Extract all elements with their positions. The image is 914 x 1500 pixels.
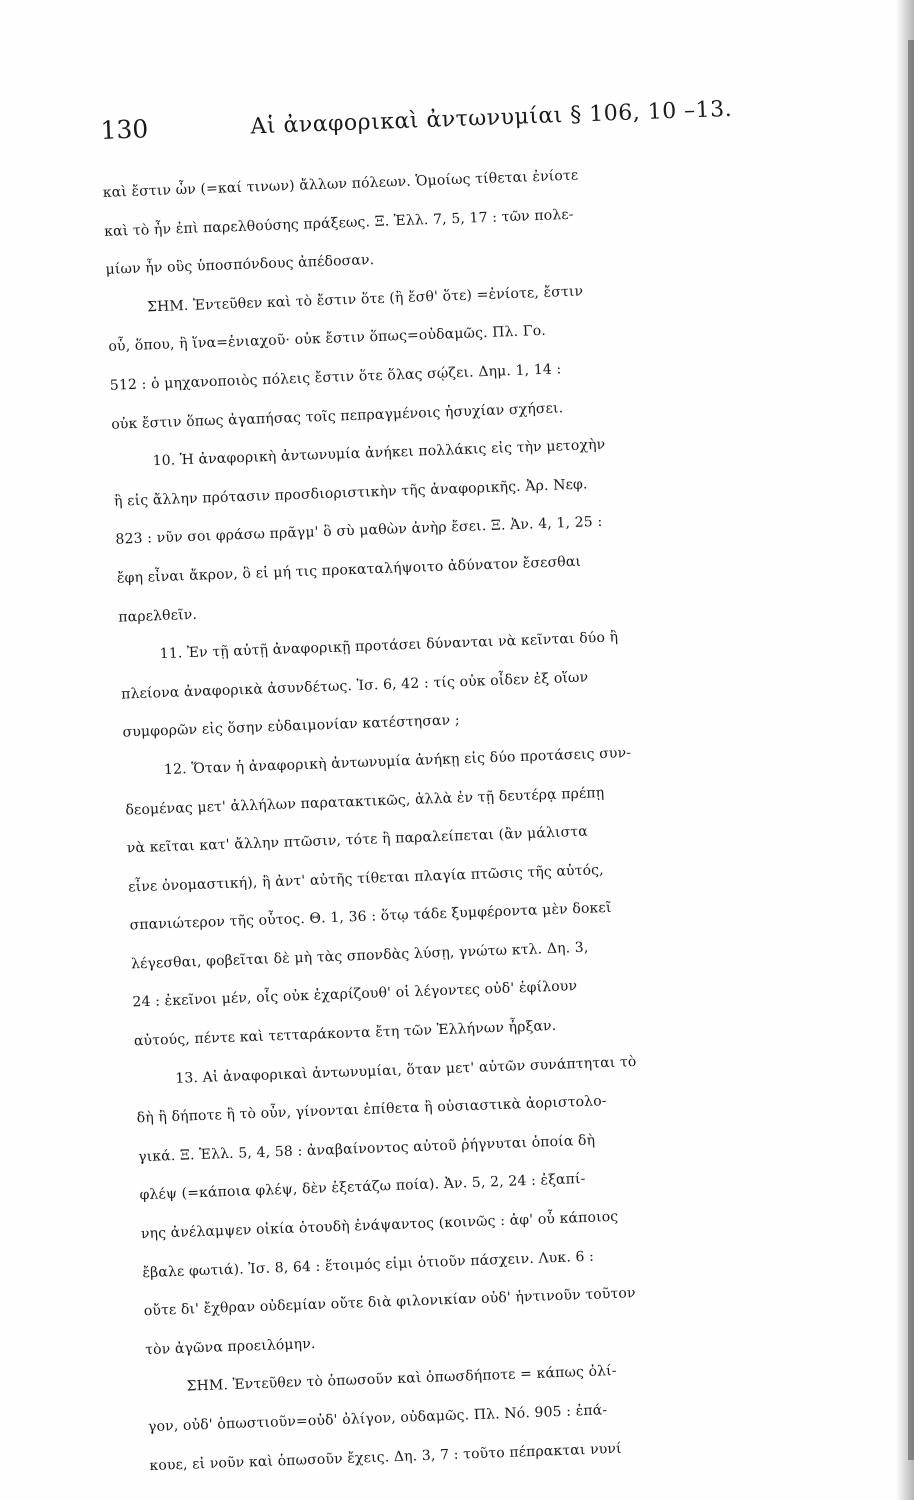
text-line: δεομένας μετ' ἀλλήλων παρατακτικῶς, ἀλλὰ ἐν τῇ δευτέρᾳ πρέπῃ xyxy=(125,784,605,819)
page-number: 130 xyxy=(100,114,149,145)
text-line: καὶ ἔστιν ὧν (=καί τινων) ἄλλων πόλεων. Ὁμοίως τίθεται ἐνίοτε xyxy=(102,167,579,201)
text-line: ἔβαλε φωτιά). Ἰσ. 8, 64 : ἕτοιμός εἰμι ὁτιοῦν πάσχειν. Λυκ. 6 : xyxy=(142,1248,595,1281)
text-line: νὰ κεῖται κατ' ἄλλην πτῶσιν, τότε ἢ παραλείπεται (ἂν μάλιστα xyxy=(126,823,589,857)
text-line: εἶνε ὀνομαστική), ἢ ἀντ' αὐτῆς τίθεται πλαγία πτῶσις τῆς αὐτός, xyxy=(127,861,605,896)
text-line: λέγεσθαι, φοβεῖται δὲ μὴ τὰς σπονδὰς λύσῃ, γνώτω κτλ. Δη. 3, xyxy=(130,939,589,973)
text-line: γον, οὐδ' ὁπωστιοῦν=οὐδ' ὀλίγον, οὐδαμῶς. Πλ. Νό. 905 : ἐπά- xyxy=(147,1402,608,1436)
text-line: δὴ ἢ δήποτε ἢ τὸ οὖν, γίνονται ἐπίθετα ἢ οὐσιαστικὰ ἀοριστολο- xyxy=(136,1093,607,1127)
text-line: κουε, εἰ νοῦν καὶ ὁπωσοῦν ἔχεις. Δη. 3, 7 : τοῦτο πέπρακται νυνί xyxy=(149,1440,622,1474)
text-line: καὶ τὸ ἦν ἐπὶ παρελθούσης πράξεως. Ξ. Ἑλλ. 7, 5, 17 : τῶν πολε- xyxy=(103,206,574,240)
text-line: πλείονα ἀναφορικὰ ἀσυνδέτως. Ἰσ. 6, 42 : τίς οὐκ οἶδεν ἐξ οἵων xyxy=(120,669,589,703)
text-line: οὐκ ἔστιν ὅπως ἀγαπήσας τοῖς πεπραγμένοις ἡσυχίαν σχήσει. xyxy=(111,399,564,433)
text-line: 24 : ἐκεῖνοι μέν, οἷς οὐκ ἐχαρίζουθ' οἱ λέγοντες οὐδ' ἐφίλουν xyxy=(132,978,578,1011)
text-line: ΣΗΜ. Ἐντεῦθεν καὶ τὸ ἔστιν ὅτε (ἢ ἔσθ' ὅτε) =ἐνίοτε, ἔστιν xyxy=(146,283,584,316)
text-line: γικά. Ξ. Ἑλλ. 5, 4, 58 : ἀναβαίνοντος αὐτοῦ ῥήγνυται ὁποία δὴ xyxy=(137,1132,596,1166)
text-line: 12. Ὅταν ἡ ἀναφορικὴ ἀντωνυμία ἀνήκῃ εἰς δύο προτάσεις συν- xyxy=(163,744,632,778)
text-line: παρελθεῖν. xyxy=(118,606,198,626)
text-line: συμφορῶν εἰς ὅσην εὐδαιμονίαν κατέστησαν ; xyxy=(122,712,461,741)
text-line: ἢ εἰς ἄλλην πρότασιν προσδιοριστικὴν τῆς ἀναφορικῆς. Ἀρ. Νεφ. xyxy=(113,476,588,510)
text-line: μίων ἦν οὓς ὑποσπόνδους ἀπέδοσαν. xyxy=(105,252,375,279)
text-line: οὔτε δι' ἔχθραν οὐδεμίαν οὔτε διὰ φιλονικίαν οὐδ' ἡντινοῦν τοῦτον xyxy=(143,1285,636,1320)
text-line: φλέψ (=κάποια φλέψ, δὲν ἐξετάζω ποία). Ἀν. 5, 2, 24 : ἐξαπί- xyxy=(139,1171,586,1204)
text-line: νης ἀνέλαμψεν οἰκία ὁτουδὴ ἐνάψαντος (κοινῶς : ἀφ' οὗ κάποιος xyxy=(140,1208,619,1243)
text-line: οὗ, ὅπου, ἣ ἵνα=ἐνιαχοῦ· οὐκ ἔστιν ὅπως=οὐδαμῶς. Πλ. Γο. xyxy=(108,323,547,356)
text-line: αὐτούς, πέντε καὶ τετταράκοντα ἔτη τῶν Ἑλλήνων ἦρξαν. xyxy=(133,1017,557,1050)
text-line: σπανιώτερον τῆς οὗτος. Θ. 1, 36 : ὅτῳ τάδε ξυμφέροντα μὲν δοκεῖ xyxy=(129,900,612,934)
page-header xyxy=(100,87,881,160)
text-line: 10. Ἡ ἀναφορικὴ ἀντωνυμία ἀνήκει πολλάκις εἰς τὴν μετοχὴν xyxy=(152,436,606,470)
running-head: Αἱ ἀναφορικαὶ ἀντωνυμίαι § 106, 10 –13. xyxy=(250,96,733,140)
text-line: 13. Αἱ ἀναφορικαὶ ἀντωνυμίαι, ὅταν μετ' αὐτῶν συνάπτηται τὸ xyxy=(175,1053,637,1087)
text-line: 823 : νῦν σοι φράσω πρᾶγμ' ὃ σὺ μαθὼν ἀνὴρ ἔσει. Ξ. Ἀν. 4, 1, 25 : xyxy=(115,514,603,549)
body-text xyxy=(102,151,914,1491)
text-line: 11. Ἐν τῇ αὐτῇ ἀναφορικῇ προτάσει δύνανται νὰ κεῖνται δύο ἢ xyxy=(159,629,619,663)
page-content xyxy=(100,87,914,1491)
text-line: ΣΗΜ. Ἐντεῦθεν τὸ ὁπωσοῦν καὶ ὁπωσδήποτε = κάπως ὀλί- xyxy=(186,1363,617,1396)
text-line: ἔφη εἶναι ἄκρον, ὃ εἰ μή τις προκαταλήψοιτο ἀδύνατον ἔσεσθαι xyxy=(116,553,582,587)
text-line: τὸν ἀγῶνα προειλόμην. xyxy=(144,1335,316,1358)
text-line: 512 : ὁ μηχανοποιὸς πόλεις ἔστιν ὅτε ὅλας σῴζει. Δημ. 1, 14 : xyxy=(109,361,562,394)
